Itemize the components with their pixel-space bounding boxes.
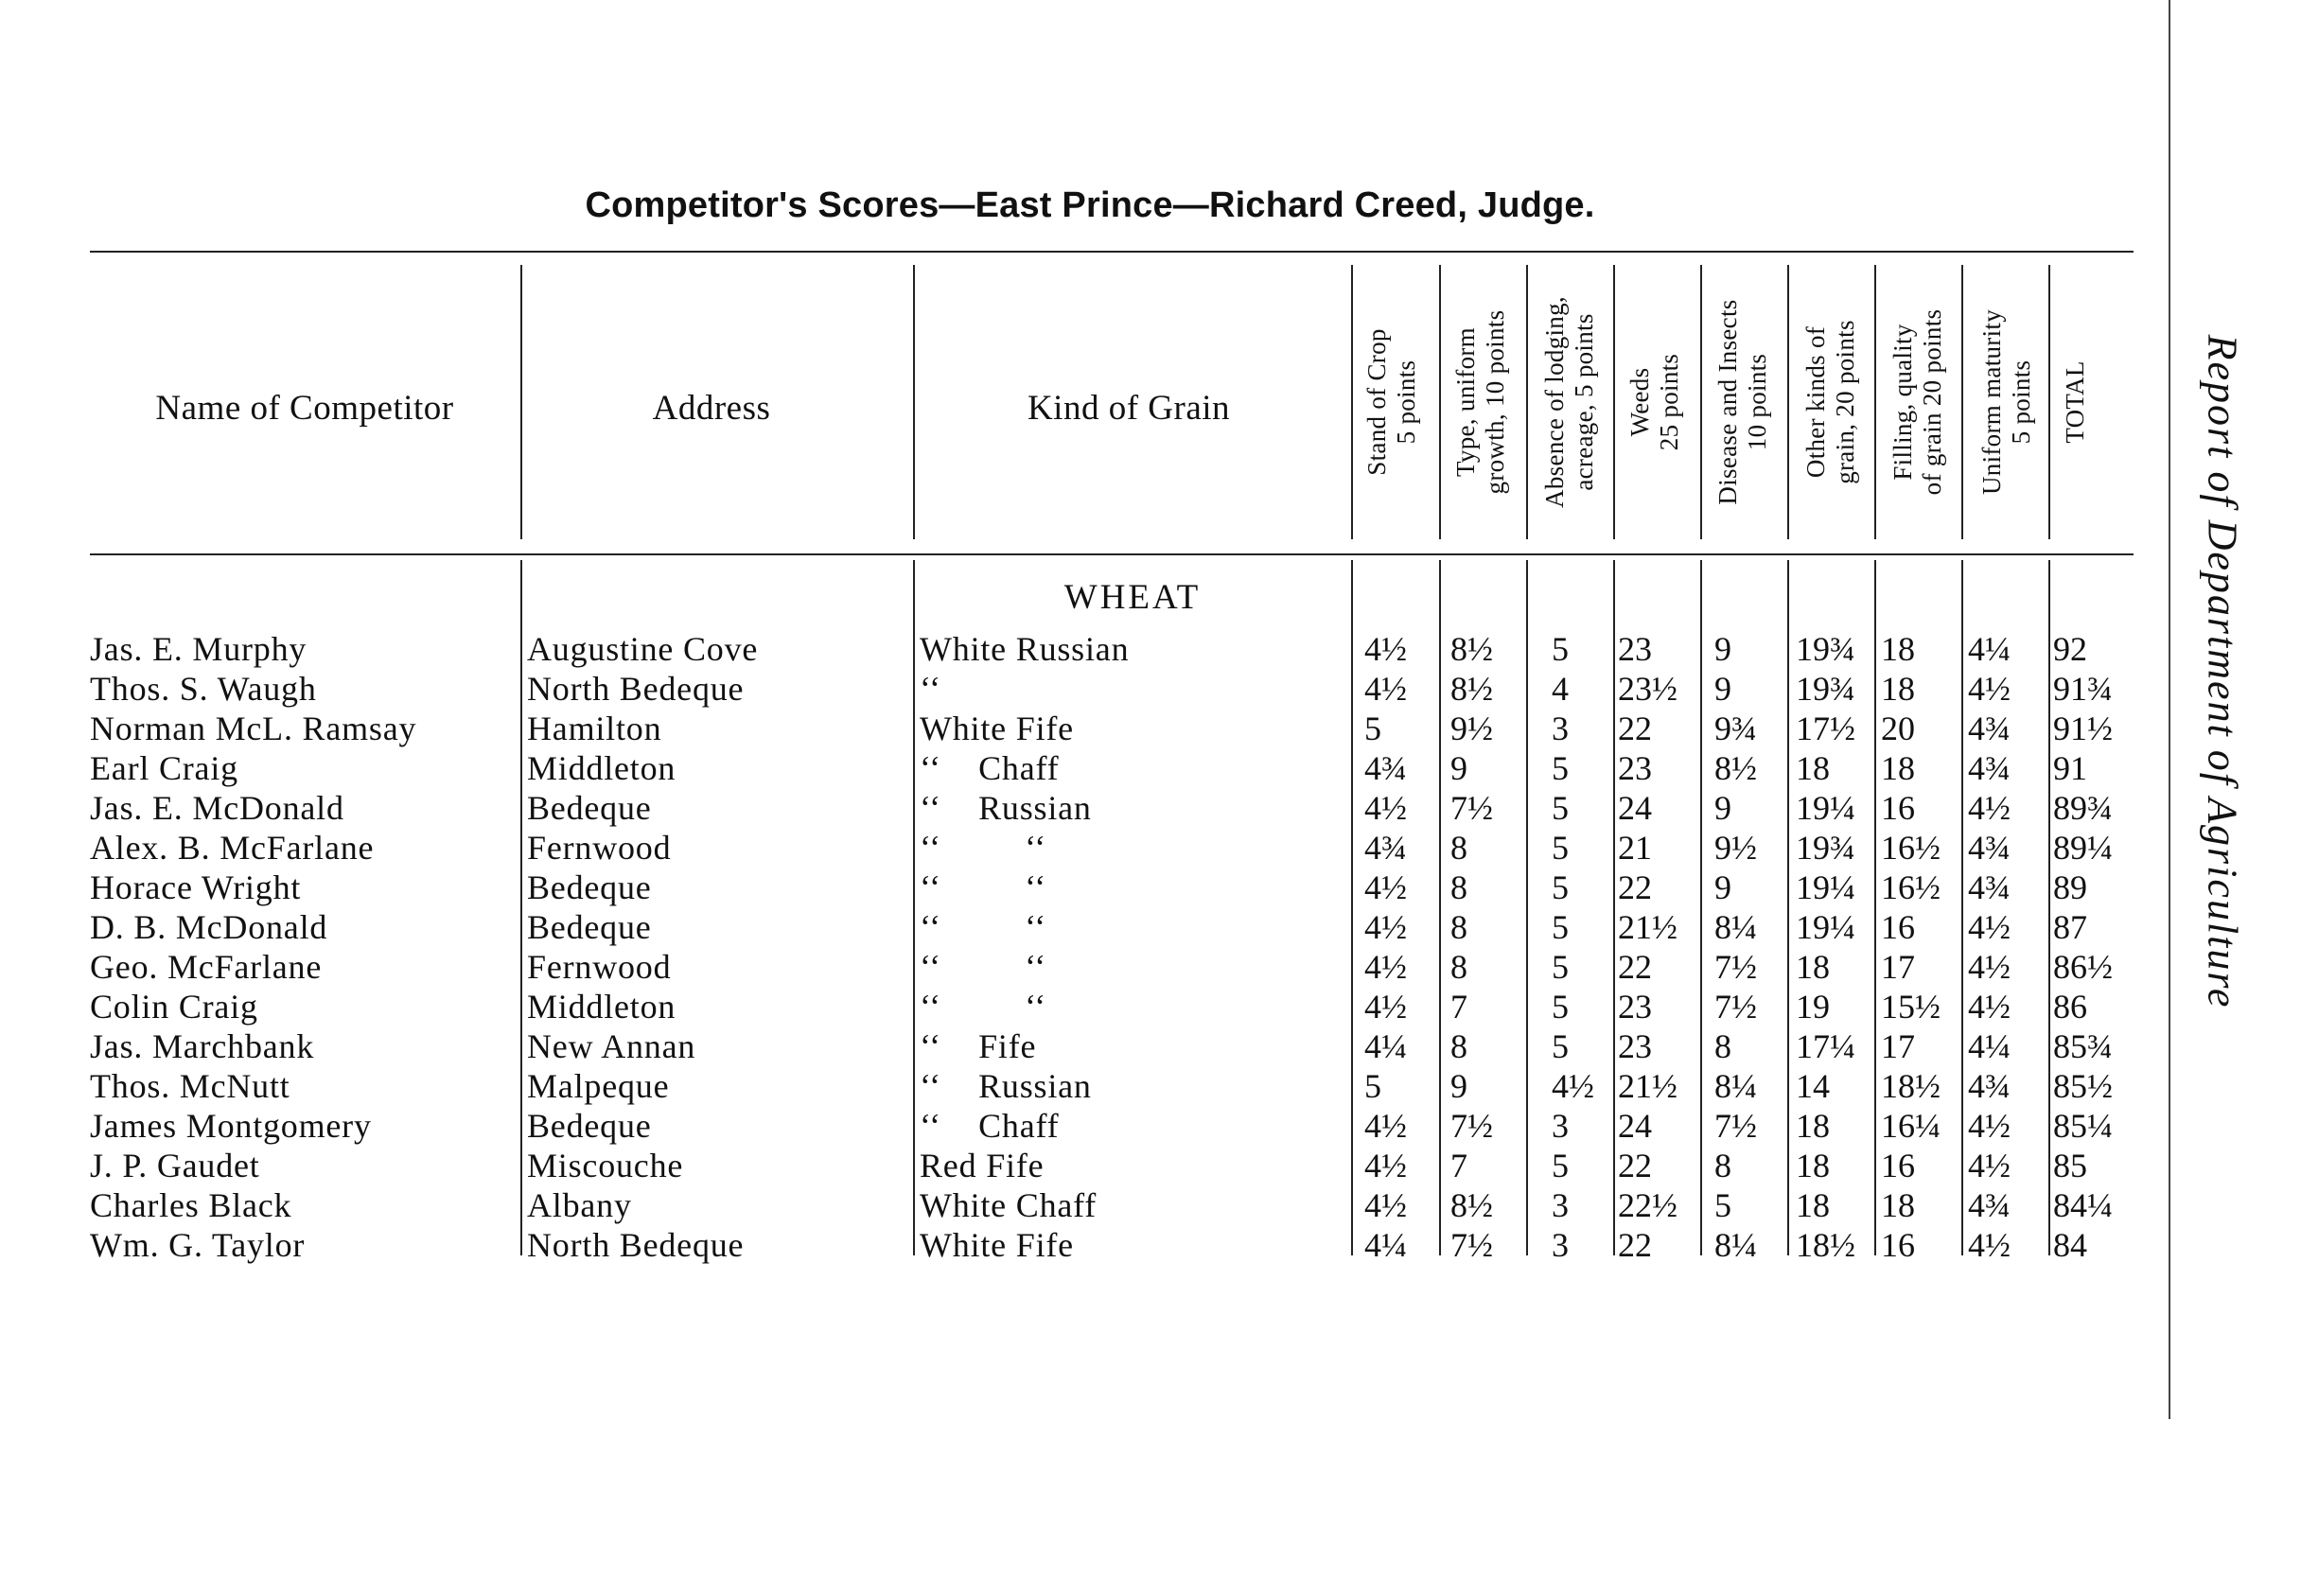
score-stand: 4½ — [1364, 868, 1407, 906]
column-rule-body — [1439, 560, 1441, 1255]
header-weeds: Weeds 25 points — [1625, 353, 1683, 451]
score-filling: 16¼ — [1881, 1107, 1941, 1145]
score-weeds: 23 — [1618, 988, 1652, 1026]
score-disease: 8¼ — [1714, 1067, 1757, 1105]
score-type: 7 — [1450, 1147, 1467, 1184]
competitor-address: Fernwood — [527, 948, 672, 986]
score-stand: 4½ — [1364, 1186, 1407, 1224]
score-weeds: 22½ — [1618, 1186, 1677, 1224]
score-lodging: 5 — [1552, 749, 1569, 787]
score-lodging: 4½ — [1552, 1067, 1594, 1105]
score-total: 86½ — [2053, 948, 2113, 986]
score-maturity: 4¾ — [1968, 1186, 2011, 1224]
score-disease: 9 — [1714, 670, 1731, 708]
score-type: 7½ — [1450, 1226, 1493, 1264]
score-maturity: 4¾ — [1968, 749, 2011, 787]
column-rule-body — [1961, 560, 1963, 1255]
header-name-of-competitor: Name of Competitor — [155, 389, 454, 428]
competitor-name: J. P. Gaudet — [90, 1147, 260, 1184]
score-maturity: 4½ — [1968, 789, 2011, 827]
score-lodging: 3 — [1552, 1107, 1569, 1145]
grain-kind: White Chaff — [920, 1186, 1098, 1224]
score-total: 89¾ — [2053, 789, 2113, 827]
competitor-name: Charles Black — [90, 1186, 292, 1224]
header-lodging: Absence of lodging, acreage, 5 points — [1540, 296, 1598, 508]
competitor-address: New Annan — [527, 1027, 696, 1065]
page-edge-rule — [2169, 0, 2170, 1419]
score-stand: 4¼ — [1364, 1027, 1407, 1065]
score-type: 8½ — [1450, 630, 1493, 668]
grain-kind: ‘‘ ‘‘ — [920, 829, 1047, 867]
score-other: 18 — [1796, 1186, 1830, 1224]
competitor-address: Augustine Cove — [527, 630, 759, 668]
score-maturity: 4¾ — [1968, 710, 2011, 747]
score-type: 7½ — [1450, 789, 1493, 827]
competitor-name: James Montgomery — [90, 1107, 372, 1145]
score-type: 7 — [1450, 988, 1467, 1026]
column-rule-header — [1351, 265, 1353, 539]
score-lodging: 5 — [1552, 908, 1569, 946]
column-rule-header — [913, 265, 915, 539]
score-disease: 9¾ — [1714, 710, 1757, 747]
score-other: 19¼ — [1796, 789, 1855, 827]
score-maturity: 4½ — [1968, 1147, 2011, 1184]
score-stand: 4¼ — [1364, 1226, 1407, 1264]
score-total: 92 — [2053, 630, 2087, 668]
score-weeds: 23 — [1618, 630, 1652, 668]
score-total: 84¼ — [2053, 1186, 2113, 1224]
score-disease: 9 — [1714, 789, 1731, 827]
score-disease: 7½ — [1714, 988, 1757, 1026]
score-weeds: 21 — [1618, 829, 1652, 867]
score-filling: 16 — [1881, 1147, 1915, 1184]
competitor-name: Geo. McFarlane — [90, 948, 323, 986]
column-rule-body — [1787, 560, 1789, 1255]
score-lodging: 5 — [1552, 630, 1569, 668]
competitor-address: Albany — [527, 1186, 632, 1224]
score-weeds: 22 — [1618, 868, 1652, 906]
score-other: 18 — [1796, 1107, 1830, 1145]
header-disease: Disease and Insects 10 points — [1713, 299, 1771, 505]
score-maturity: 4¼ — [1968, 1027, 2011, 1065]
score-type: 7½ — [1450, 1107, 1493, 1145]
score-weeds: 22 — [1618, 948, 1652, 986]
score-stand: 5 — [1364, 710, 1381, 747]
grain-kind: ‘‘ ‘‘ — [920, 948, 1047, 986]
column-rule-header — [520, 265, 522, 539]
score-type: 8 — [1450, 948, 1467, 986]
grain-kind: White Russian — [920, 630, 1130, 668]
column-rule-header — [1874, 265, 1876, 539]
grain-kind: ‘‘ Chaff — [920, 749, 1060, 787]
column-rule-body — [1874, 560, 1876, 1255]
column-rule-header — [1961, 265, 1963, 539]
grain-kind: ‘‘ ‘‘ — [920, 868, 1047, 906]
header-address: Address — [652, 389, 771, 428]
competitor-address: Bedeque — [527, 789, 652, 827]
score-other: 18 — [1796, 749, 1830, 787]
header-stand: Stand of Crop 5 points — [1362, 328, 1420, 476]
header-total: TOTAL — [2061, 360, 2089, 444]
score-total: 89¼ — [2053, 829, 2113, 867]
score-type: 9½ — [1450, 710, 1493, 747]
competitor-name: Wm. G. Taylor — [90, 1226, 306, 1264]
score-stand: 4¾ — [1364, 749, 1407, 787]
column-rule-header — [1613, 265, 1615, 539]
competitor-name: Norman McL. Ramsay — [90, 710, 417, 747]
grain-kind: White Fife — [920, 710, 1074, 747]
score-filling: 16½ — [1881, 829, 1941, 867]
score-filling: 16 — [1881, 908, 1915, 946]
score-filling: 18½ — [1881, 1067, 1941, 1105]
score-other: 18 — [1796, 1147, 1830, 1184]
score-weeds: 23½ — [1618, 670, 1677, 708]
competitor-name: Thos. McNutt — [90, 1067, 290, 1105]
score-other: 17½ — [1796, 710, 1855, 747]
score-weeds: 23 — [1618, 1027, 1652, 1065]
score-other: 19¼ — [1796, 868, 1855, 906]
score-weeds: 24 — [1618, 789, 1652, 827]
score-lodging: 3 — [1552, 1226, 1569, 1264]
grain-kind: ‘‘ Chaff — [920, 1107, 1060, 1145]
score-maturity: 4¾ — [1968, 829, 2011, 867]
score-filling: 17 — [1881, 948, 1915, 986]
column-rule-header — [2048, 265, 2050, 539]
score-maturity: 4½ — [1968, 1226, 2011, 1264]
score-disease: 8½ — [1714, 749, 1757, 787]
score-lodging: 3 — [1552, 710, 1569, 747]
score-maturity: 4¼ — [1968, 630, 2011, 668]
score-total: 87 — [2053, 908, 2087, 946]
score-disease: 8 — [1714, 1027, 1731, 1065]
score-weeds: 21½ — [1618, 1067, 1677, 1105]
header-maturity: Uniform maturity 5 points — [1977, 309, 2035, 496]
grain-kind: ‘‘ Russian — [920, 789, 1092, 827]
score-disease: 9 — [1714, 630, 1731, 668]
score-other: 19 — [1796, 988, 1830, 1026]
score-type: 8½ — [1450, 670, 1493, 708]
competitor-address: Hamilton — [527, 710, 662, 747]
column-rule-body — [1613, 560, 1615, 1255]
score-filling: 18 — [1881, 670, 1915, 708]
column-rule-body — [1526, 560, 1528, 1255]
score-filling: 17 — [1881, 1027, 1915, 1065]
score-maturity: 4½ — [1968, 1107, 2011, 1145]
score-lodging: 5 — [1552, 948, 1569, 986]
score-total: 85¼ — [2053, 1107, 2113, 1145]
score-maturity: 4¾ — [1968, 868, 2011, 906]
competitor-name: Alex. B. McFarlane — [90, 829, 375, 867]
column-rule-header — [1787, 265, 1789, 539]
score-total: 86 — [2053, 988, 2087, 1026]
side-caption: Report of Department of Agriculture — [2199, 334, 2246, 1009]
score-filling: 16 — [1881, 1226, 1915, 1264]
grain-kind: ‘‘ Fife — [920, 1027, 1037, 1065]
score-maturity: 4½ — [1968, 908, 2011, 946]
score-stand: 4½ — [1364, 1107, 1407, 1145]
column-rule-body — [1700, 560, 1702, 1255]
column-rule-header — [1439, 265, 1441, 539]
score-type: 8 — [1450, 868, 1467, 906]
column-rule-header — [1700, 265, 1702, 539]
score-total: 85½ — [2053, 1067, 2113, 1105]
header-filling: Filling, quality of grain 20 points — [1888, 308, 1946, 496]
competitor-name: D. B. McDonald — [90, 908, 328, 946]
score-filling: 16 — [1881, 789, 1915, 827]
score-stand: 5 — [1364, 1067, 1381, 1105]
score-filling: 15½ — [1881, 988, 1941, 1026]
column-rule-body — [913, 560, 915, 1255]
competitor-name: Thos. S. Waugh — [90, 670, 317, 708]
grain-kind: White Fife — [920, 1226, 1074, 1264]
score-other: 18½ — [1796, 1226, 1855, 1264]
score-lodging: 5 — [1552, 1027, 1569, 1065]
column-rule-body — [2048, 560, 2050, 1255]
score-stand: 4½ — [1364, 988, 1407, 1026]
score-filling: 18 — [1881, 630, 1915, 668]
score-other: 19¾ — [1796, 670, 1855, 708]
score-maturity: 4½ — [1968, 988, 2011, 1026]
score-weeds: 24 — [1618, 1107, 1652, 1145]
score-disease: 8¼ — [1714, 1226, 1757, 1264]
competitor-address: Bedeque — [527, 1107, 652, 1145]
score-type: 9 — [1450, 749, 1467, 787]
score-total: 89 — [2053, 868, 2087, 906]
score-stand: 4½ — [1364, 908, 1407, 946]
score-other: 14 — [1796, 1067, 1830, 1105]
score-stand: 4½ — [1364, 630, 1407, 668]
competitor-name: Horace Wright — [90, 868, 302, 906]
competitor-address: Middleton — [527, 749, 676, 787]
score-lodging: 4 — [1552, 670, 1569, 708]
score-disease: 8¼ — [1714, 908, 1757, 946]
score-other: 18 — [1796, 948, 1830, 986]
column-rule-body — [1351, 560, 1353, 1255]
score-type: 8 — [1450, 908, 1467, 946]
score-other: 17¼ — [1796, 1027, 1855, 1065]
score-maturity: 4¾ — [1968, 1067, 2011, 1105]
score-disease: 7½ — [1714, 948, 1757, 986]
score-disease: 8 — [1714, 1147, 1731, 1184]
score-stand: 4¾ — [1364, 829, 1407, 867]
competitor-address: North Bedeque — [527, 1226, 745, 1264]
score-type: 9 — [1450, 1067, 1467, 1105]
score-other: 19¼ — [1796, 908, 1855, 946]
score-disease: 7½ — [1714, 1107, 1757, 1145]
score-disease: 9½ — [1714, 829, 1757, 867]
score-weeds: 22 — [1618, 1226, 1652, 1264]
score-total: 84 — [2053, 1226, 2087, 1264]
score-filling: 20 — [1881, 710, 1915, 747]
table-top-rule — [90, 251, 2134, 253]
competitor-name: Earl Craig — [90, 749, 238, 787]
score-total: 91½ — [2053, 710, 2113, 747]
score-lodging: 5 — [1552, 789, 1569, 827]
score-maturity: 4½ — [1968, 948, 2011, 986]
competitor-address: North Bedeque — [527, 670, 745, 708]
score-stand: 4½ — [1364, 789, 1407, 827]
score-filling: 18 — [1881, 1186, 1915, 1224]
competitor-address: Middleton — [527, 988, 676, 1026]
score-maturity: 4½ — [1968, 670, 2011, 708]
competitor-name: Jas. Marchbank — [90, 1027, 315, 1065]
grain-kind: ‘‘ — [920, 670, 941, 708]
score-type: 8½ — [1450, 1186, 1493, 1224]
competitor-address: Bedeque — [527, 908, 652, 946]
score-lodging: 5 — [1552, 868, 1569, 906]
score-lodging: 5 — [1552, 829, 1569, 867]
grain-kind: ‘‘ ‘‘ — [920, 988, 1047, 1026]
header-bottom-rule — [90, 553, 2134, 555]
score-total: 91¾ — [2053, 670, 2113, 708]
score-lodging: 5 — [1552, 988, 1569, 1026]
score-weeds: 22 — [1618, 710, 1652, 747]
grain-kind: ‘‘ Russian — [920, 1067, 1092, 1105]
column-rule-header — [1526, 265, 1528, 539]
score-stand: 4½ — [1364, 948, 1407, 986]
competitor-name: Jas. E. McDonald — [90, 789, 344, 827]
competitor-name: Colin Craig — [90, 988, 258, 1026]
score-disease: 5 — [1714, 1186, 1731, 1224]
score-other: 19¾ — [1796, 829, 1855, 867]
score-lodging: 3 — [1552, 1186, 1569, 1224]
score-filling: 18 — [1881, 749, 1915, 787]
section-label-wheat: WHEAT — [1063, 578, 1202, 617]
competitor-address: Fernwood — [527, 829, 672, 867]
grain-kind: Red Fife — [920, 1147, 1045, 1184]
score-total: 85 — [2053, 1147, 2087, 1184]
score-type: 8 — [1450, 1027, 1467, 1065]
score-other: 19¾ — [1796, 630, 1855, 668]
header-other: Other kinds of grain, 20 points — [1801, 320, 1859, 484]
score-weeds: 23 — [1618, 749, 1652, 787]
competitor-name: Jas. E. Murphy — [90, 630, 307, 668]
score-stand: 4½ — [1364, 1147, 1407, 1184]
grain-kind: ‘‘ ‘‘ — [920, 908, 1047, 946]
page-title: Competitor's Scores—East Prince—Richard Creed, Judge. — [585, 185, 1595, 225]
score-stand: 4½ — [1364, 670, 1407, 708]
column-rule-body — [520, 560, 522, 1255]
header-kind-of-grain: Kind of Grain — [1027, 389, 1231, 428]
score-type: 8 — [1450, 829, 1467, 867]
score-filling: 16½ — [1881, 868, 1941, 906]
competitor-address: Bedeque — [527, 868, 652, 906]
competitor-address: Malpeque — [527, 1067, 670, 1105]
score-total: 91 — [2053, 749, 2087, 787]
score-total: 85¾ — [2053, 1027, 2113, 1065]
score-weeds: 21½ — [1618, 908, 1677, 946]
score-weeds: 22 — [1618, 1147, 1652, 1184]
competitor-address: Miscouche — [527, 1147, 684, 1184]
header-type: Type, uniform growth, 10 points — [1451, 309, 1509, 495]
score-lodging: 5 — [1552, 1147, 1569, 1184]
score-disease: 9 — [1714, 868, 1731, 906]
